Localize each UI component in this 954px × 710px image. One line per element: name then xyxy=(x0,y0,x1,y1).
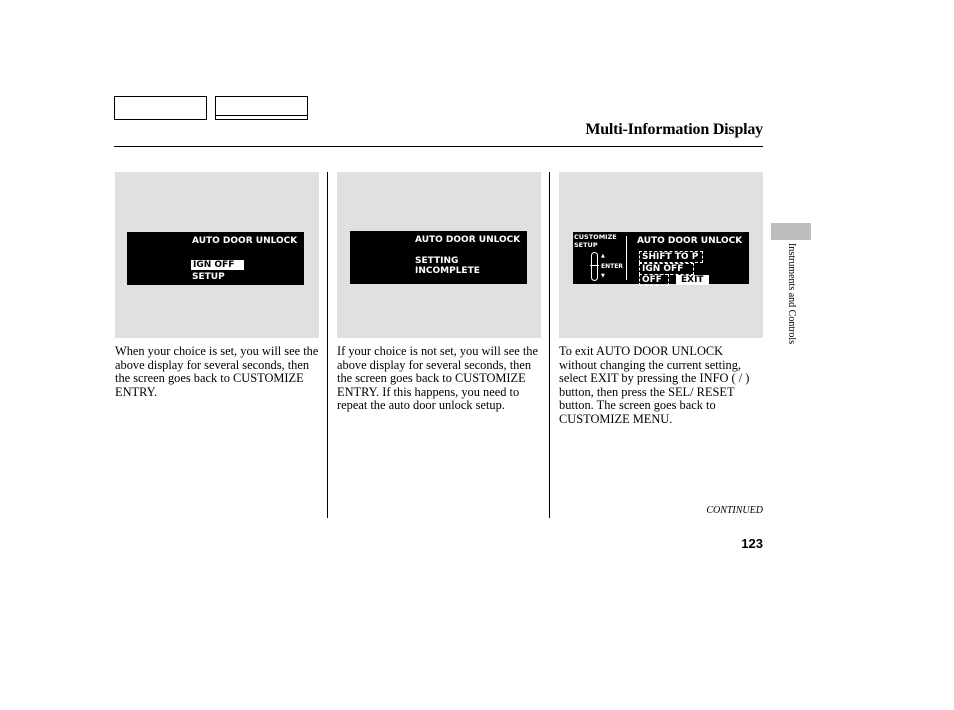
display-panel-3 xyxy=(559,172,763,338)
selector-knob-icon xyxy=(591,252,598,281)
lcd-menu-label: SETUP xyxy=(574,241,598,249)
lcd-line: AUTO DOOR UNLOCK xyxy=(192,236,298,246)
down-arrow-icon: ▼ xyxy=(601,273,605,279)
lcd-option: SHIFT TO P xyxy=(639,251,703,263)
lcd-menu-label: CUSTOMIZE xyxy=(574,233,617,241)
display-panel-2 xyxy=(337,172,541,338)
lcd-line: SETTING xyxy=(415,256,459,266)
title-rule xyxy=(114,146,763,147)
selector-knob-divider xyxy=(590,265,599,266)
lcd-enter-label: ENTER xyxy=(601,263,623,270)
section-tab xyxy=(771,223,811,240)
nav-box-2[interactable] xyxy=(215,96,308,120)
lcd-option: OFF xyxy=(639,274,669,286)
lcd-selected-option: IGN OFF xyxy=(191,260,244,270)
section-label: Instruments and Controls xyxy=(786,243,797,345)
page-number: 123 xyxy=(741,536,763,551)
continued-label: CONTINUED xyxy=(706,505,763,516)
lcd-line: INCOMPLETE xyxy=(415,266,480,276)
lcd-selected-option: EXIT xyxy=(676,275,709,285)
caption-2: If your choice is not set, you will see the above display for several seconds, then the screen goes back to CUSTOMIZE ENTRY. If this happens, you need to repeat the auto door unlock setup. xyxy=(337,344,538,412)
lcd-screen-1 xyxy=(127,232,304,285)
lcd-option: IGN OFF xyxy=(639,263,694,275)
lcd-screen-3 xyxy=(573,232,749,284)
up-arrow-icon: ▲ xyxy=(601,253,605,259)
lcd-line: AUTO DOOR UNLOCK xyxy=(415,235,521,245)
caption-3: To exit AUTO DOOR UNLOCK without changing the current setting, select EXIT by pressing the INFO ( / ) button, then press the SEL/ RESET button. The screen goes back to CUSTOMIZE MENU. xyxy=(559,344,750,426)
lcd-line: SETUP xyxy=(192,272,225,282)
page-title: Multi-Information Display xyxy=(585,121,763,138)
lcd-line: AUTO DOOR UNLOCK xyxy=(637,236,743,246)
column-divider xyxy=(549,172,550,518)
nav-box-1[interactable] xyxy=(114,96,207,120)
lcd-screen-2 xyxy=(350,231,527,284)
display-panel-1 xyxy=(115,172,319,338)
column-divider xyxy=(327,172,328,518)
lcd-divider xyxy=(626,236,627,280)
caption-1: When your choice is set, you will see the above display for several seconds, then the screen goes back to CUSTOMIZE ENTRY. xyxy=(115,344,319,399)
